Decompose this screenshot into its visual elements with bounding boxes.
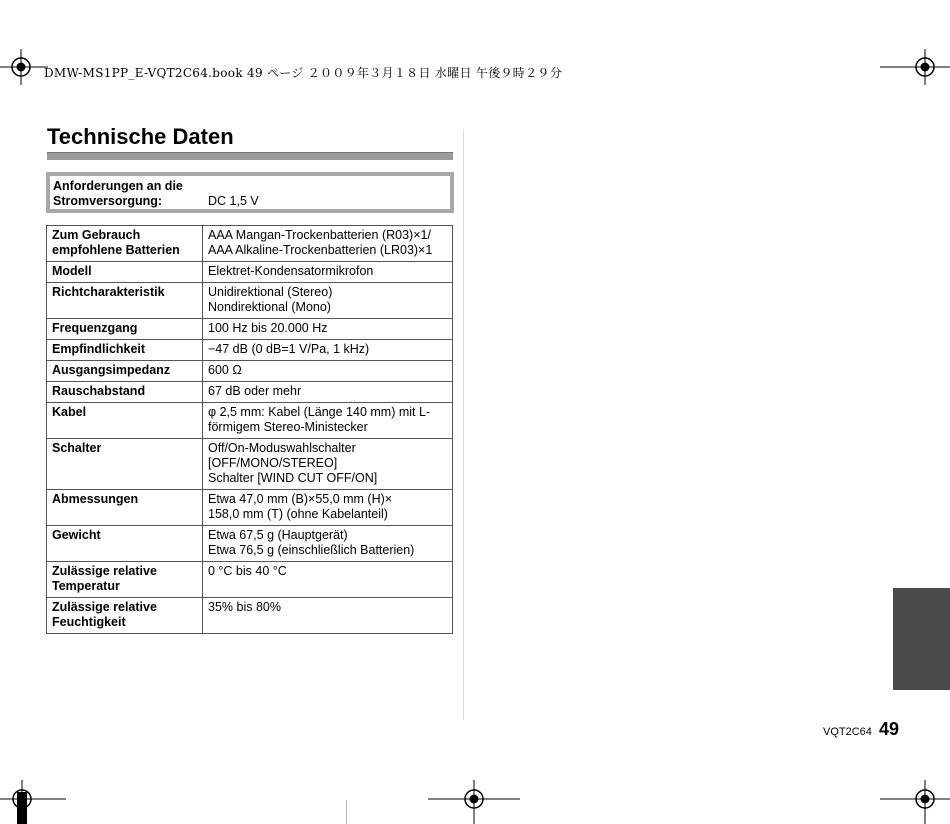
power-requirements-value: DC 1,5 V <box>208 194 259 208</box>
power-requirements-label: Anforderungen an die Stromversorgung: <box>53 179 183 208</box>
spec-value: Etwa 67,5 g (Hauptgerät) Etwa 76,5 g (einschließlich Batterien) <box>203 526 453 562</box>
spec-value: 0 °C bis 40 °C <box>203 562 453 598</box>
spec-label: Ausgangsimpedanz <box>47 361 203 382</box>
spec-label: Gewicht <box>47 526 203 562</box>
table-row <box>47 283 453 319</box>
table-row <box>47 598 453 634</box>
column-divider <box>463 130 464 720</box>
table-row <box>47 319 453 340</box>
spec-label: Frequenzgang <box>47 319 203 340</box>
spec-value: Elektret-Kondensatormikrofon <box>203 262 453 283</box>
spec-label: Empfindlichkeit <box>47 340 203 361</box>
document-code: VQT2C64 <box>823 726 872 738</box>
spec-label: Kabel <box>47 403 203 439</box>
table-row <box>47 226 453 262</box>
spec-value: 600 Ω <box>203 361 453 382</box>
spec-label: Zulässige relative Feuchtigkeit <box>47 598 203 634</box>
page-number: 49 <box>879 719 900 739</box>
table-row <box>47 340 453 361</box>
spec-value: φ 2,5 mm: Kabel (Länge 140 mm) mit L- förmigem Stereo-Ministecker <box>203 403 453 439</box>
print-header: DMW-MS1PP_E-VQT2C64.book 49 ページ ２００９年３月１８日 水曜日 午後９時２９分 <box>44 66 562 80</box>
registration-mark-bottom-center <box>428 780 520 824</box>
title-underline <box>47 152 453 160</box>
spec-value: Off/On-Moduswahlschalter [OFF/MONO/STEREO] Schalter [WIND CUT OFF/ON] <box>203 439 453 490</box>
power-requirements-box <box>46 172 454 213</box>
page-title: Technische Daten <box>47 124 234 149</box>
table-row <box>47 562 453 598</box>
table-row <box>47 262 453 283</box>
spec-value: Etwa 47,0 mm (B)×55,0 mm (H)× 158,0 mm (T) (ohne Kabelanteil) <box>203 490 453 526</box>
spec-label: Schalter <box>47 439 203 490</box>
spec-label: Zum Gebrauch empfohlene Batterien <box>47 226 203 262</box>
table-row <box>47 361 453 382</box>
spec-label: Zulässige relative Temperatur <box>47 562 203 598</box>
table-row <box>47 403 453 439</box>
spec-value: 35% bis 80% <box>203 598 453 634</box>
spec-value: Unidirektional (Stereo) Nondirektional (Mono) <box>203 283 453 319</box>
table-row <box>47 439 453 490</box>
registration-mark-bottom-left <box>0 780 70 824</box>
specifications-table <box>46 225 453 634</box>
registration-mark-top-right <box>880 47 950 87</box>
table-row <box>47 490 453 526</box>
spec-label: Richtcharakteristik <box>47 283 203 319</box>
table-row <box>47 526 453 562</box>
section-tab <box>893 588 950 690</box>
spec-label: Abmessungen <box>47 490 203 526</box>
spec-value: −47 dB (0 dB=1 V/Pa, 1 kHz) <box>203 340 453 361</box>
spec-value: 100 Hz bis 20.000 Hz <box>203 319 453 340</box>
spec-label: Rauschabstand <box>47 382 203 403</box>
table-row <box>47 382 453 403</box>
spec-value: 67 dB oder mehr <box>203 382 453 403</box>
spec-value: AAA Mangan-Trockenbatterien (R03)×1/ AAA Alkaline-Trockenbatterien (LR03)×1 <box>203 226 453 262</box>
trim-line-bottom <box>346 800 347 824</box>
registration-mark-bottom-right <box>880 780 950 824</box>
spec-label: Modell <box>47 262 203 283</box>
